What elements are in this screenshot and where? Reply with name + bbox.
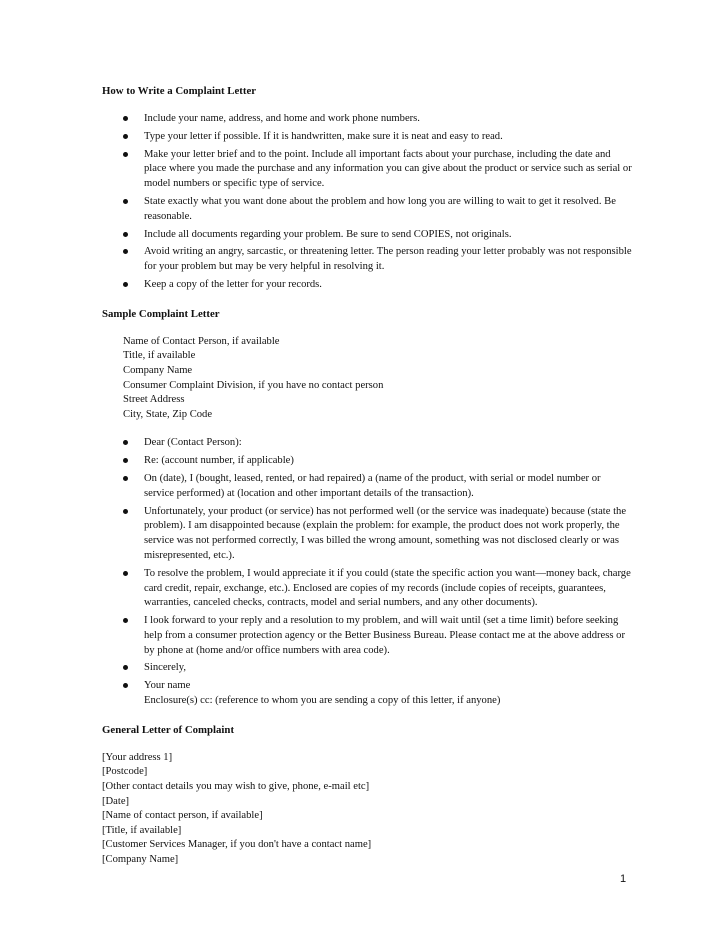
letter-line: [Name of contact person, if available]	[102, 810, 263, 822]
sample-address-block	[123, 335, 632, 423]
document-body	[102, 84, 632, 868]
list-item: State exactly what you want done about the problem and how long you are willing to wait to get it resolved. Be reasonable.	[102, 195, 632, 225]
letter-line: [Other contact details you may wish to give, phone, e-mail etc]	[102, 781, 370, 793]
letter-line: [Date]	[102, 795, 130, 807]
bullet-icon	[123, 665, 128, 670]
letter-line: [Title, if available]	[102, 824, 182, 836]
how-to-list	[102, 112, 632, 293]
bullet-icon	[123, 476, 128, 481]
bullet-icon	[123, 116, 128, 121]
bullet-icon	[123, 232, 128, 237]
bullet-icon	[123, 199, 128, 204]
bullet-icon	[123, 282, 128, 287]
bullet-icon	[123, 683, 128, 688]
bullet-icon	[123, 618, 128, 623]
letter-line: [Your address 1]	[102, 751, 173, 763]
list-item: Your name Enclosure(s) cc: (reference to whom you are sending a copy of this letter, if anyone)	[102, 679, 632, 709]
bullet-icon	[123, 571, 128, 576]
list-item: Dear (Contact Person):	[102, 436, 632, 451]
list-item: I look forward to your reply and a resolution to my problem, and will wait until (set a time limit) before seeking help from a consumer protection agency or the Better Business Bureau. Please contact me at the above address or by phone at (home and/or office numbers with area code).	[102, 614, 632, 658]
bullet-icon	[123, 440, 128, 445]
list-item: Avoid writing an angry, sarcastic, or threatening letter. The person reading your letter probably was not responsible for your problem but may be very helpful in resolving it.	[102, 245, 632, 275]
letter-line: [Customer Services Manager, if you don't have a contact name]	[102, 839, 372, 851]
letter-line: [Company Name]	[102, 854, 179, 866]
list-item: Sincerely,	[102, 661, 632, 676]
bullet-icon	[123, 152, 128, 157]
list-item: Type your letter if possible. If it is handwritten, make sure it is neat and easy to read.	[102, 130, 632, 145]
sample-letter-list	[102, 436, 632, 709]
list-item: Include all documents regarding your problem. Be sure to send COPIES, not originals.	[102, 228, 632, 243]
list-item: Keep a copy of the letter for your records.	[102, 278, 632, 293]
general-letter-block	[102, 751, 632, 868]
address-line: Consumer Complaint Division, if you have no contact person	[123, 379, 384, 391]
list-item: Include your name, address, and home and work phone numbers.	[102, 112, 632, 127]
page-number: 1	[620, 873, 627, 885]
address-line: Street Address	[123, 394, 185, 406]
letter-line: [Postcode]	[102, 766, 148, 778]
address-line: Company Name	[123, 364, 193, 376]
bullet-icon	[123, 249, 128, 254]
list-item: To resolve the problem, I would appreciate it if you could (state the specific action you want—money back, charge card credit, repair, exchange, etc.). Enclosed are copies of my records (include copies of receipts, guarantees, warranties, canceled checks, contracts, model and serial numbers, and any other documents).	[102, 567, 632, 611]
list-item: Unfortunately, your product (or service) has not performed well (or the service was inadequate) because (state the problem). I am disappointed because (explain the problem: for example, the product does not work properly, the service was not performed correctly, I was billed the wrong amount, something was not disclosed clearly or was misrepresented, etc.).	[102, 505, 632, 564]
section-heading-general: General Letter of Complaint	[102, 723, 235, 736]
address-line: City, State, Zip Code	[123, 408, 213, 420]
list-item: On (date), I (bought, leased, rented, or had repaired) a (name of the product, with serial or model number or service performed) at (location and other important details of the transaction).	[102, 472, 632, 502]
bullet-icon	[123, 134, 128, 139]
bullet-icon	[123, 458, 128, 463]
list-item: Make your letter brief and to the point. Include all important facts about your purchase, including the date and place where you made the purchase and any information you can give about the product or service such as serial or model numbers or specific type of service.	[102, 148, 632, 192]
section-heading-sample: Sample Complaint Letter	[102, 307, 220, 320]
address-line: Title, if available	[123, 350, 196, 362]
bullet-icon	[123, 509, 128, 514]
section-heading-how-to: How to Write a Complaint Letter	[102, 85, 257, 97]
list-item: Re: (account number, if applicable)	[102, 454, 632, 469]
address-line: Name of Contact Person, if available	[123, 335, 280, 347]
